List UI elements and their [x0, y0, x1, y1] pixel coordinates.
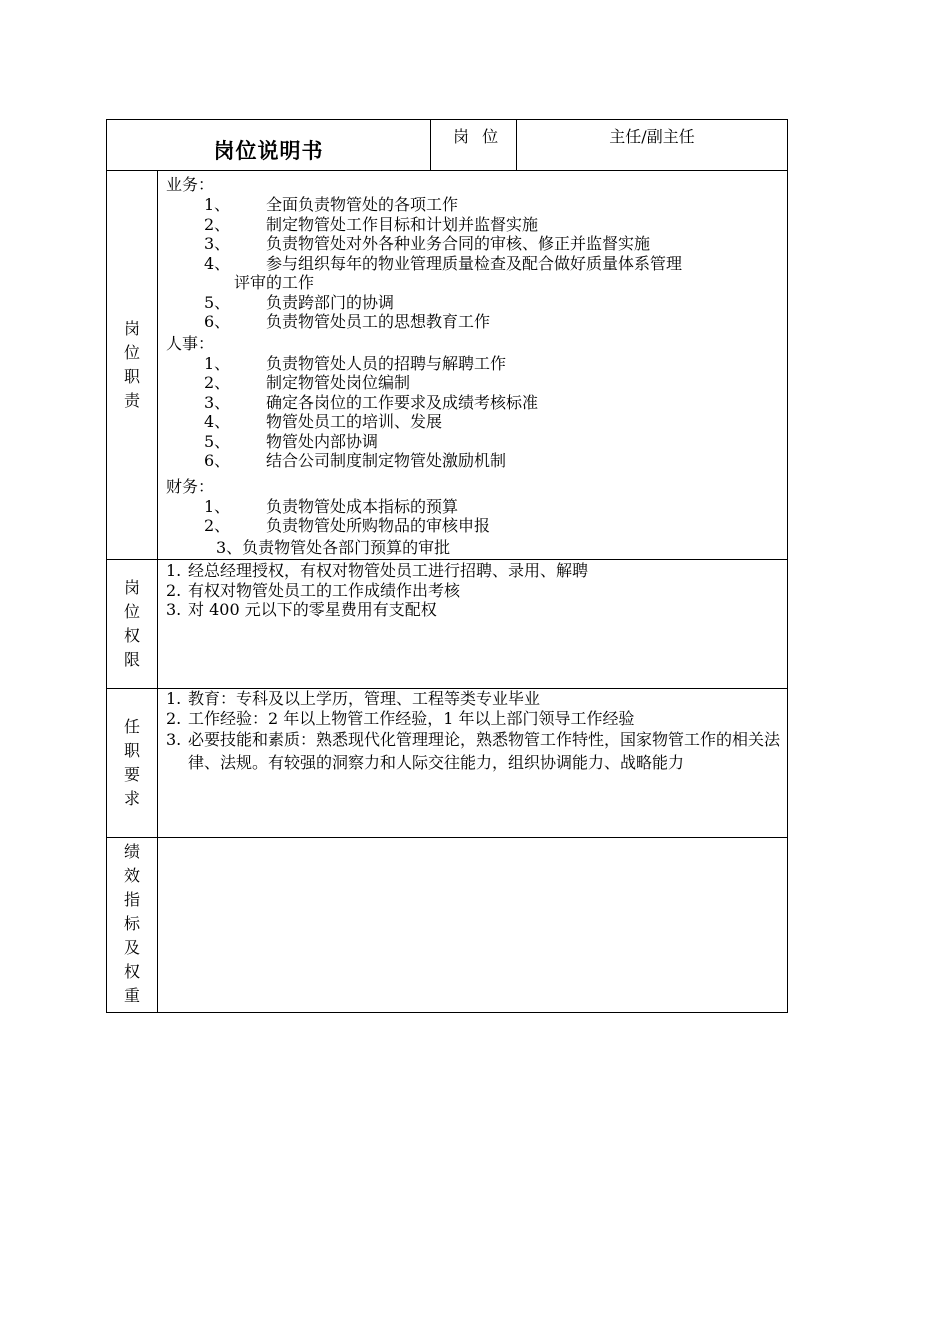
- list-item: 3、 确定各岗位的工作要求及成绩考核标准: [204, 392, 539, 412]
- list-item: 3、 负责物管处对外各种业务合同的审核、修正并监督实施: [204, 234, 651, 253]
- list-item: 3. 对 400 元以下的零星费用有支配权: [166, 600, 437, 619]
- list-item: 4、 物管处员工的培训、发展: [204, 412, 443, 431]
- duties-label: 岗 位 职 责: [107, 171, 158, 560]
- list-item: 6、 结合公司制度制定物管处激励机制: [204, 451, 507, 470]
- requirements-row: [107, 689, 788, 838]
- list-item-continuation: 评审的工作: [234, 273, 315, 292]
- position-value: 主任/副主任: [517, 120, 788, 171]
- list-item: 3、负责物管处各部门预算的审批: [216, 537, 451, 557]
- list-item: 1、 负责物管处成本指标的预算: [204, 496, 459, 516]
- kpi-label: 绩 效 指 标 及 权 重: [107, 838, 158, 1013]
- duties-row: [107, 171, 788, 560]
- authority-row: [107, 560, 788, 689]
- job-description-table: [106, 119, 788, 1013]
- header-row: [107, 120, 788, 171]
- list-item: 1、 全面负责物管处的各项工作: [204, 195, 459, 214]
- list-item: 2、 制定物管处工作目标和计划并监督实施: [204, 214, 539, 234]
- requirements-label: 任 职 要 求: [107, 689, 158, 838]
- list-item: 1. 经总经理授权，有权对物管处员工进行招聘、录用、解聘: [166, 561, 589, 580]
- authority-label: 岗 位 权 限: [107, 560, 158, 689]
- list-item: 2. 工作经验：2 年以上物管工作经验，1 年以上部门领导工作经验: [166, 708, 635, 728]
- list-item: 2、 负责物管处所购物品的审核申报: [204, 516, 491, 535]
- title-cell: [107, 120, 431, 171]
- authority-content: [158, 560, 788, 689]
- list-item: 5、 物管处内部协调: [204, 431, 379, 451]
- list-item: 5、 负责跨部门的协调: [204, 292, 395, 312]
- list-item: 1. 教育：专科及以上学历，管理、工程等类专业毕业: [166, 689, 541, 708]
- list-item: 3. 必要技能和素质：熟悉现代化管理理论，熟悉物管工作特性，国家物管工作的相关法律、法规。有较强的洞察力和人际交往能力，组织协调能力、战略能力: [166, 730, 781, 772]
- kpi-row: [107, 838, 788, 1013]
- list-item: 2. 有权对物管处员工的工作成绩作出考核: [166, 580, 461, 600]
- section-heading: 业务：: [166, 175, 215, 194]
- section-heading: 人事：: [166, 333, 215, 353]
- requirements-content: [158, 689, 788, 838]
- position-label: 岗 位: [431, 120, 517, 171]
- kpi-content: [158, 838, 788, 1013]
- list-item: 1、 负责物管处人员的招聘与解聘工作: [204, 353, 507, 373]
- list-item: 2、 制定物管处岗位编制: [204, 373, 411, 392]
- section-heading: 财务：: [166, 476, 215, 496]
- list-item: 4、 参与组织每年的物业管理质量检查及配合做好质量体系管理: [204, 253, 683, 273]
- document-title: 岗位说明书: [213, 139, 324, 163]
- duties-content: [158, 171, 788, 560]
- list-item: 6、 负责物管处员工的思想教育工作: [204, 312, 491, 331]
